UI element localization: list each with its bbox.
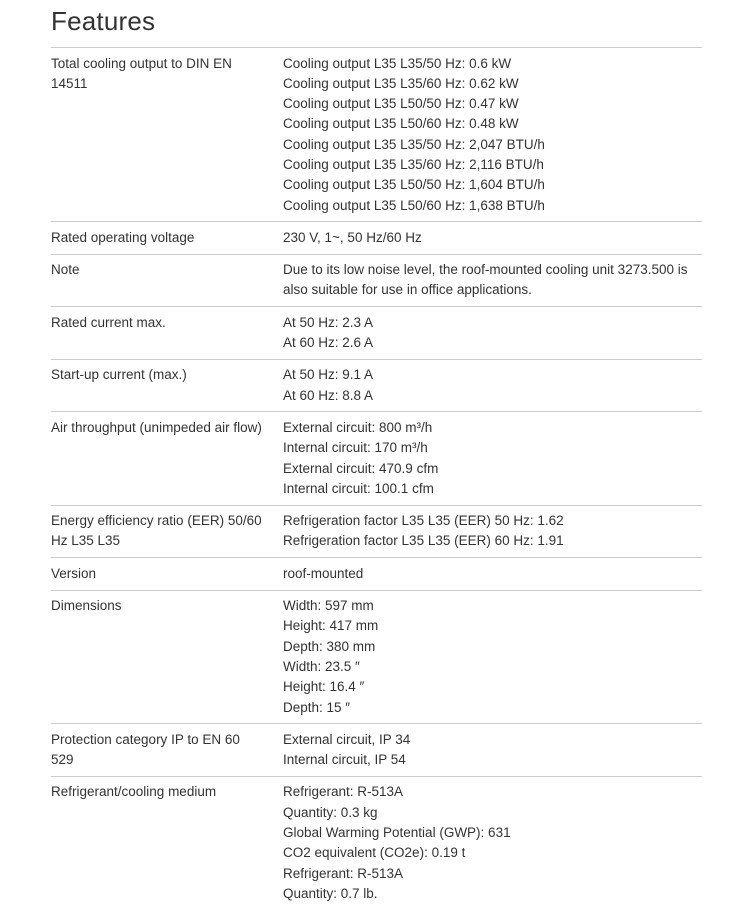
spec-value-line: Quantity: 0.7 lb. — [283, 885, 378, 901]
spec-value-line: Cooling output L35 L35/50 Hz: 2,047 BTU/h — [283, 136, 545, 152]
spec-value-line: roof-mounted — [283, 565, 364, 581]
spec-label: Refrigerant/cooling medium — [51, 784, 217, 800]
spec-value-line: Cooling output L35 L50/60 Hz: 1,638 BTU/h — [283, 197, 545, 213]
spec-label: Energy efficiency ratio (EER) 50/60 Hz L35 L35 — [51, 513, 262, 549]
spec-value-line: Cooling output L35 L50/50 Hz: 1,604 BTU/h — [283, 177, 545, 193]
spec-value-line: Due to its low noise level, the roof-mounted cooling unit 3273.500 is also suitable for use in office applications. — [283, 262, 688, 298]
spec-row — [51, 221, 702, 253]
page-title: Features — [51, 6, 156, 36]
spec-value-line: Cooling output L35 L35/60 Hz: 0.62 kW — [283, 75, 519, 91]
spec-value-line: Refrigeration factor L35 L35 (EER) 60 Hz: 1.91 — [283, 533, 564, 549]
spec-value-line: External circuit: 800 m³/h — [283, 419, 433, 435]
spec-values — [283, 511, 702, 552]
spec-value-line: Global Warming Potential (GWP): 631 — [283, 825, 511, 840]
spec-value-line: Width: 597 mm — [283, 598, 374, 614]
spec-value-line: CO2 equivalent (CO2e): 0.19 t — [283, 845, 466, 861]
spec-row — [51, 411, 702, 504]
spec-row — [51, 254, 702, 307]
spec-row — [51, 359, 702, 412]
spec-label: Version — [51, 565, 97, 581]
spec-value-line: Internal circuit: 100.1 cfm — [283, 480, 434, 496]
spec-row — [51, 47, 702, 221]
spec-value-line: At 60 Hz: 8.8 A — [283, 387, 374, 403]
spec-label: Air throughput (unimpeded air flow) — [51, 419, 262, 435]
spec-values — [283, 596, 702, 718]
spec-row — [51, 590, 702, 724]
spec-value-line: Internal circuit, IP 54 — [283, 752, 406, 768]
spec-label: Protection category IP to EN 60 529 — [51, 731, 240, 768]
spec-value-line: Cooling output L35 L50/50 Hz: 0.47 kW — [283, 96, 519, 112]
spec-values — [283, 418, 702, 499]
spec-value-line: Height: 417 mm — [283, 618, 379, 634]
spec-row — [51, 776, 702, 910]
spec-label: Rated current max. — [51, 314, 166, 330]
spec-values — [283, 54, 702, 216]
spec-values — [283, 365, 702, 406]
spec-value-line: Height: 16.4 ″ — [283, 679, 365, 695]
spec-value-line: Cooling output L35 L50/60 Hz: 0.48 kW — [283, 116, 519, 132]
spec-values — [283, 564, 702, 584]
spec-value-line: Quantity: 0.3 kg — [283, 804, 378, 820]
spec-values — [283, 730, 702, 771]
spec-label: Total cooling output to DIN EN 14511 — [51, 55, 232, 91]
spec-value-line: Depth: 15 ″ — [283, 699, 351, 715]
spec-row — [51, 557, 702, 589]
spec-values — [283, 228, 702, 248]
spec-value-line: Refrigerant: R-513A — [283, 865, 404, 881]
spec-values — [283, 782, 702, 904]
spec-label: Note — [51, 262, 80, 278]
spec-table — [51, 47, 702, 910]
spec-value-line: Refrigeration factor L35 L35 (EER) 50 Hz: 1.62 — [283, 513, 564, 529]
spec-value-line: Cooling output L35 L35/50 Hz: 0.6 kW — [283, 55, 512, 71]
spec-values — [283, 313, 702, 354]
spec-value-line: Refrigerant: R-513A — [283, 784, 404, 800]
features-section — [0, 6, 750, 910]
spec-value-line: 230 V, 1~, 50 Hz/60 Hz — [283, 229, 422, 245]
spec-value-line: Cooling output L35 L35/60 Hz: 2,116 BTU/h — [283, 156, 544, 172]
spec-value-line: External circuit: 470.9 cfm — [283, 460, 439, 476]
spec-values — [283, 260, 702, 301]
spec-label: Start-up current (max.) — [51, 367, 187, 383]
spec-row — [51, 723, 702, 776]
spec-row — [51, 505, 702, 558]
spec-value-line: Internal circuit: 170 m³/h — [283, 440, 428, 456]
spec-value-line: Width: 23.5 ″ — [283, 658, 360, 674]
spec-row — [51, 306, 702, 359]
spec-value-line: External circuit, IP 34 — [283, 731, 411, 747]
spec-value-line: At 60 Hz: 2.6 A — [283, 335, 374, 351]
spec-value-line: At 50 Hz: 9.1 A — [283, 367, 374, 383]
spec-value-line: At 50 Hz: 2.3 A — [283, 314, 374, 330]
spec-label: Rated operating voltage — [51, 229, 195, 245]
spec-value-line: Depth: 380 mm — [283, 638, 376, 654]
spec-label: Dimensions — [51, 598, 122, 614]
